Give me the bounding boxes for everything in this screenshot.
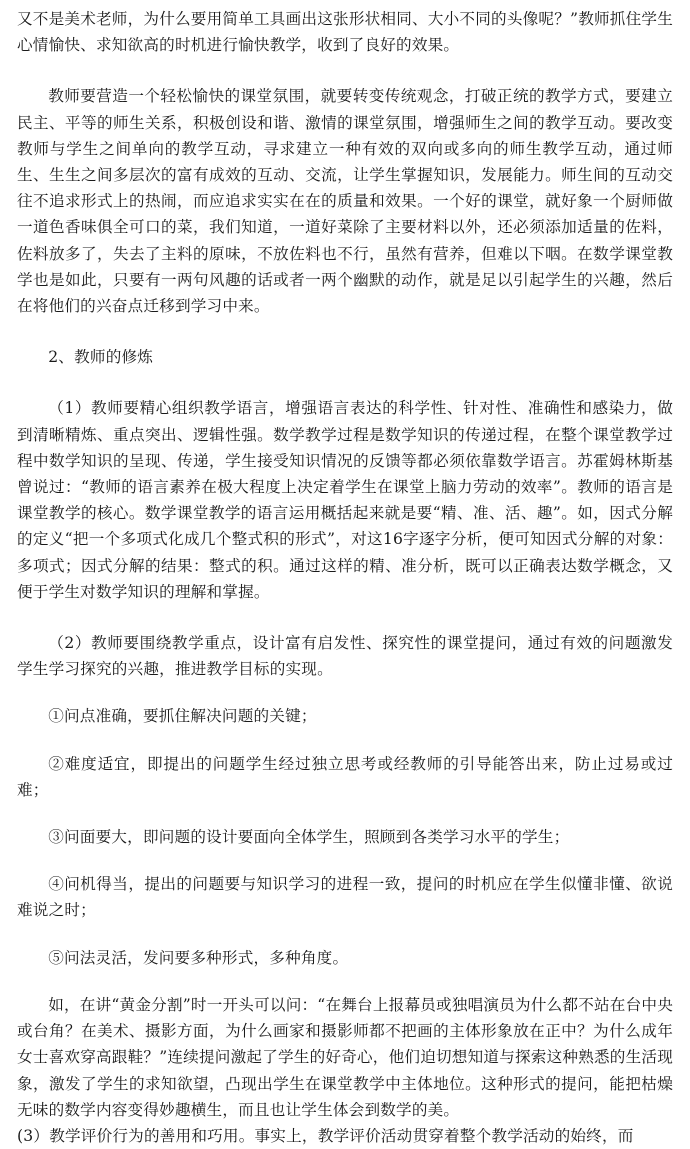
- list-item-question-method: ⑤问法灵活，发问要多种形式，多种角度。: [48, 948, 349, 967]
- paragraph-teaching-language: （1）教师要精心组织教学语言，增强语言表达的科学性、针对性、准确性和感染力，做到清晰精炼、重点突出、逻辑性强。数学教学过程是数学知识的传递过程，在整个课堂教学过程中数学知识的呈现、传递，学生接受知识情况的反馈等都必须依靠数学语言。苏霍姆林斯基曾说过：“教师的语言素养在极大程度上决定着学生在课堂上脑力劳动的效率”。教师的语言是课堂教学的核心。数学课堂教学的语言运用概括起来就是要“精、准、活、趣”。如，因式分解的定义“把一个多项式化成几个整式积的形式”，对这16字逐字分析，便可知因式分解的对象：多项式；因式分解的结果：整式的积。通过这样的精、准分析，既可以正确表达数学概念，又便于学生对数学知识的理解和掌握。: [17, 399, 673, 601]
- paragraph-intro-continuation: 又不是美术老师，为什么要用简单工具画出这张形状相同、大小不同的头像呢？”教师抓住学生心情愉快、求知欲高的时机进行愉快教学，收到了良好的效果。: [17, 10, 673, 55]
- list-item-question-timing: ④问机得当，提出的问题要与知识学习的进程一致，提问的时机应在学生似懂非懂、欲说难说之时；: [17, 875, 673, 920]
- paragraph-teaching-evaluation: (3）教学评价行为的善用和巧用。事实上，教学评价活动贯穿着整个教学活动的始终，而: [17, 1126, 634, 1145]
- list-item-question-scope: ③问面要大，即问题的设计要面向全体学生，照顾到各类学习水平的学生；: [48, 828, 570, 847]
- paragraph-classroom-atmosphere: 教师要营造一个轻松愉快的课堂氛围，就要转变传统观念，打破正统的教学方式，要建立民主、平等的师生关系，积极创设和谐、激情的课堂氛围，增强师生之间的教学互动。要改变教师与学生之间单向的教学互动，寻求建立一种有效的双向或多向的师生教学互动，通过师生、生生之间多层次的富有成效的互动、交流，让学生掌握知识，发展能力。师生间的互动交往不追求形式上的热闹，而应追求实实在在的质量和效果。一个好的课堂，就好象一个厨师做一道色香味俱全可口的菜，我们知道，一道好菜除了主要材料以外，还必须添加适量的佐料，佐料放多了，失去了主料的原味，不放佐料也不行，虽然有营养，但难以下咽。在数学课堂教学也是如此，只要有一两句风趣的话或者一两个幽默的动作，就是足以引起学生的兴趣，然后在将他们的兴奋点迁移到学习中来。: [17, 87, 673, 316]
- section-heading-teacher-cultivation: 2、教师的修炼: [48, 348, 154, 367]
- paragraph-golden-ratio-example: 如，在讲“黄金分割”时一开头可以问：“在舞台上报幕员或独唱演员为什么都不站在台中央或台角？在美术、摄影方面，为什么画家和摄影师都不把画的主体形象放在正中？为什么成年女士喜欢穿高跟鞋？”连续提问激起了学生的好奇心，他们迫切想知道与探索这种熟悉的生活现象，激发了学生的求知欲望，凸现出学生在课堂教学中主体地位。这种形式的提问，能把枯燥无味的数学内容变得妙趣横生，而且也让学生体会到数学的美。: [17, 995, 673, 1119]
- list-item-question-point: ①问点准确，要抓住解决问题的关键；: [48, 707, 317, 726]
- list-item-question-difficulty: ②难度适宜，即提出的问题学生经过独立思考或经教师的引导能答出来，防止过易或过难；: [17, 754, 673, 799]
- paragraph-classroom-questions: （2）教师要围绕教学重点，设计富有启发性、探究性的课堂提问，通过有效的问题激发学生学习探究的兴趣，推进教学目标的实现。: [17, 634, 673, 679]
